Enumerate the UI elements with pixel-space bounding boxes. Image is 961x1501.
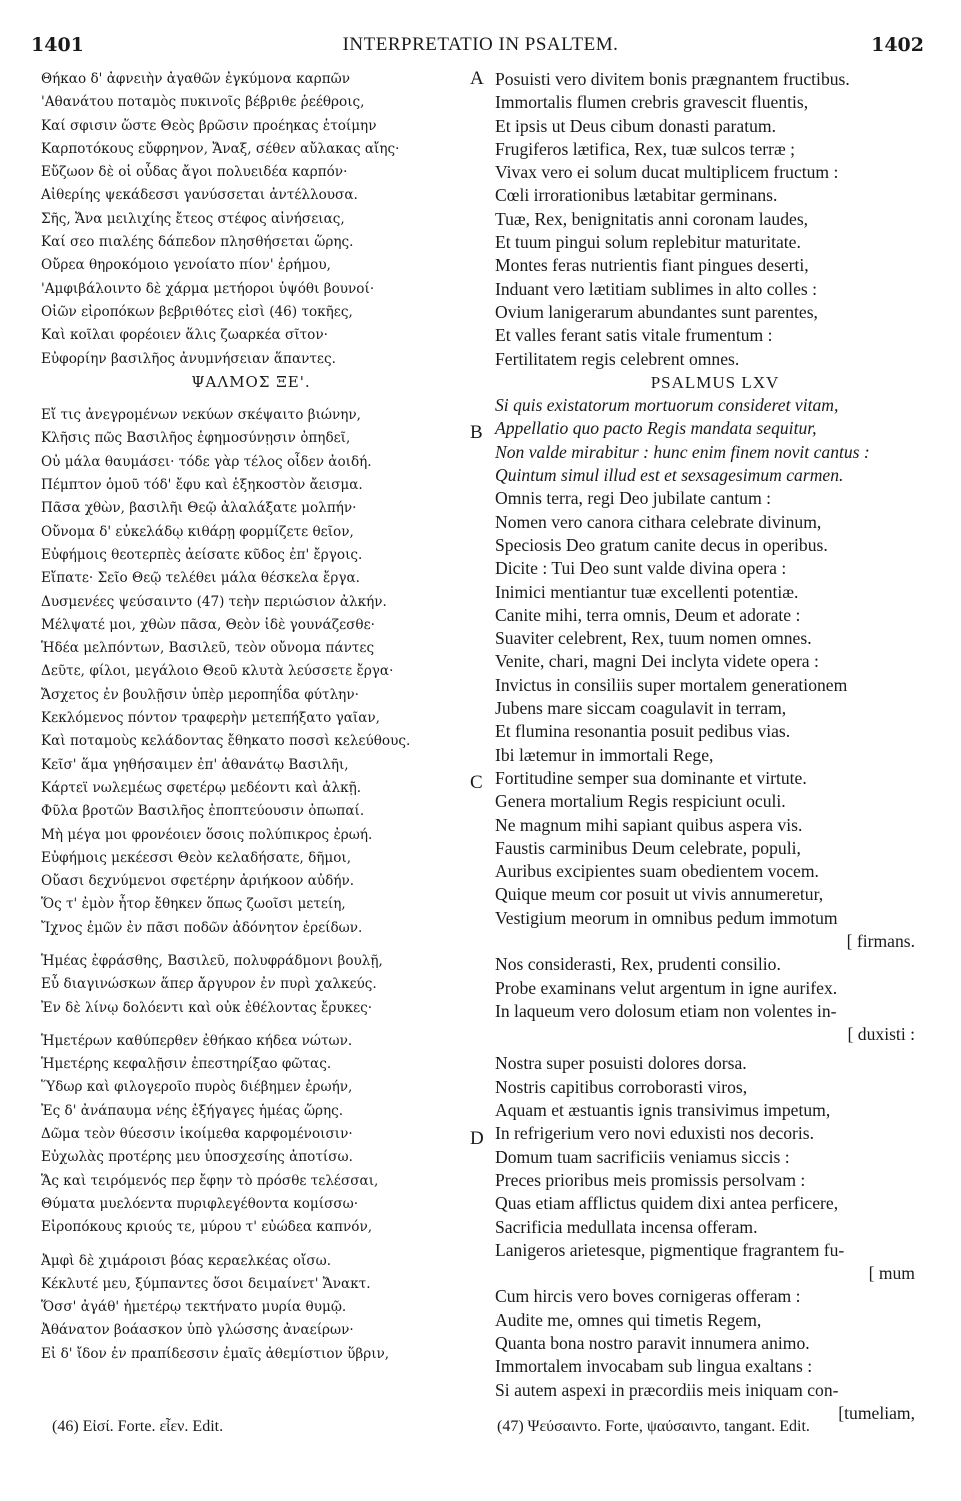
verse-line: Preces prioribus meis promissis persolvam :: [495, 1169, 806, 1190]
latin-psalm-title: PSALMUS LXV: [650, 372, 780, 392]
verse-line: Ἡμέας ἐφράσθης, Βασιλεῦ, πολυφράδμονι βουλῇ,: [41, 952, 383, 969]
verse-line: Εἰ δ' ἴδον ἐν πραπίδεσσιν ἐμαῖς ἀθεμίστιον ὕβριν,: [41, 1345, 390, 1362]
verse-line: Δῶμα τεὸν θύεσσιν ἱκοίμεθα καρφομένοισιν·: [41, 1126, 353, 1143]
verse-line: Εὖ διαγινώσκων ἅπερ ἄργυρον ἐν πυρὶ χαλκεύς.: [41, 976, 377, 993]
spacer: [41, 940, 461, 950]
verse-line: 'Αθανάτου ποταμὸς πυκινοῖς βέβριθε ῥεέθροις,: [41, 94, 365, 111]
verse-line: Δυσμενέες ψεύσαιντο (47) τεὴν περιώσιον ἀλκήν.: [41, 593, 387, 610]
line-continuation: [ duxisti :: [847, 1024, 915, 1045]
verse-line: Κλῆσις πῶς Βασιλῆος ἐφημοσύνῃσιν ὀπηδεῖ,: [41, 430, 351, 447]
verse-line: Πᾶσα χθὼν, βασιλῆι Θεῷ ἀλαλάξατε μολπήν·: [41, 500, 357, 517]
verse-line: Δεῦτε, φίλοι, μεγάλοιο Θεοῦ κλυτὰ λεύσσετε ἔργα·: [41, 663, 394, 680]
verse-line: Omnis terra, regi Deo jubilate cantum :: [495, 488, 772, 509]
verse-line: Ἅς καὶ τειρόμενός περ ἔφην τὸ πρόσθε τελέσσαι,: [41, 1172, 379, 1189]
verse-line: Quique meum cor posuit ut vivis annumeretur,: [495, 884, 824, 905]
verse-line: Ὕδωρ καὶ φιλογεροῖο πυρὸς διέβημεν ἐρωήν,: [41, 1079, 353, 1096]
spacer: [41, 1240, 461, 1250]
verse-line: Auribus excipientes suam obedientem vocem.: [495, 861, 819, 882]
verse-line: Nomen vero canora cithara celebrate divinum,: [495, 511, 822, 532]
verse-line: Immortalem invocabam sub lingua exaltans :: [495, 1356, 813, 1377]
line-continuation: [ mum: [868, 1263, 915, 1284]
verse-line: Lanigeros arietesque, pigmentique fragrantem fu-: [495, 1239, 845, 1260]
verse-line: Ὅσσ' ἀγάθ' ἡμετέρῳ τεκτήνατο μυρία θυμῷ.: [41, 1299, 347, 1316]
spacer: [41, 394, 461, 404]
verse-line: Καρποτόκους εὔφρηνον, Ἄναξ, σέθεν αὔλακας αἴης·: [41, 140, 400, 157]
verse-line: Καί σεο πιαλέης δάπεδον πλησθήσεται ὥρης.: [41, 234, 354, 251]
verse-line: Et tuum pingui solum replebitur maturitate.: [495, 232, 801, 253]
verse-line: Vestigium meorum in omnibus pedum immotum: [495, 907, 838, 928]
verse-line: Cœli irrorationibus lætabitar germinans.: [495, 185, 778, 206]
verse-line: Ἡδέα μελπόντων, Βασιλεῦ, τεὸν οὔνομα πάντες: [41, 640, 375, 657]
verse-line: Ἄσχετος ἐν βουλῇσιν ὑπὲρ μεροπηΐδα φύτλην·: [41, 686, 359, 703]
verse-line: Κεῖσ' ἅμα γηθήσαιμεν ἐπ' ἀθανάτῳ Βασιλῆι,: [41, 756, 349, 773]
verse-line: Πέμπτον ὁμοῦ τόδ' ἔφυ καὶ ἑξηκοστὸν ἄεισμα.: [41, 477, 363, 494]
verse-line: Tuæ, Rex, benignitatis anni coronam laudes,: [495, 208, 809, 229]
footnote-47: (47) Ψεύσαιντο. Forte, ψαύσαιντο, tangant. Edit.: [497, 1418, 810, 1435]
verse-line: Immortalis flumen crebris gravescit fluentis,: [495, 92, 809, 113]
latin-block-1: [495, 68, 935, 371]
verse-line: Montes feras nutrientis fiant pingues deserti,: [495, 255, 809, 276]
margin-letter-c: C: [470, 772, 483, 793]
verse-line: Cum hircis vero boves cornigeras offeram :: [495, 1286, 801, 1307]
verse-line: Si quis existatorum mortuorum consideret vitam,: [495, 395, 839, 416]
verse-line: Induant vero lætitiam sublimes in alto colles :: [495, 278, 818, 299]
latin-block-5: [495, 1285, 935, 1401]
greek-psalm-title: ΨΑΛΜΟΣ ΞΕ'.: [191, 372, 311, 391]
verse-line: Speciosis Deo gratum canite decus in operibus.: [495, 534, 828, 555]
verse-line: Ἀμφὶ δὲ χιμάροισι βόας κεραελκέας οἴσω.: [41, 1252, 332, 1269]
verse-line: Ἐν δὲ λίνῳ δολόεντι καὶ οὐκ ἐθέλοντας ἔρυκες·: [41, 999, 373, 1016]
latin-intro: [495, 394, 935, 487]
running-title: INTERPRETATIO IN PSALTEM.: [342, 34, 619, 55]
greek-block-1: [41, 68, 461, 371]
verse-line: Κεκλόμενος πόντον τραφερὴν μετεπήξατο γαῖαν,: [41, 710, 381, 727]
verse-line: Ἀθάνατον βοάασκον ὑπὸ γλώσσης ἀναείρων·: [41, 1322, 354, 1339]
line-continuation: [tumeliam,: [838, 1402, 915, 1423]
verse-line: Μέλψατέ μοι, χθὼν πᾶσα, Θεὸν ἰδὲ γουνάζεσθε·: [41, 616, 375, 633]
latin-block-3: [495, 953, 935, 1023]
verse-line: Εὐφήμοις μεκέεσσι Θεὸν κελαδήσατε, δῆμοι,: [41, 849, 352, 866]
verse-line: Εὐφήμοις θεοτερπὲς ἀείσατε κῦδος ἐπ' ἔργοις.: [41, 546, 363, 563]
verse-line: Ibi lætemur in immortali Rege,: [495, 744, 714, 765]
verse-line: Quanta bona nostro paravit innumera animo.: [495, 1333, 810, 1354]
verse-line: Εἴπατε· Σεῖο Θεῷ τελέθει μάλα θέσκελα ἔργα.: [41, 570, 360, 587]
verse-line: Οὔασι δεχνύμενοι σφετέρην ἀριήκοον αὐδήν.: [41, 873, 355, 890]
verse-line: Μὴ μέγα μοι φρονέοιεν ὅσοις πολύπικρος ἐρωή.: [41, 826, 373, 843]
verse-line: Quintum simul illud est et sexsagesimum carmen.: [495, 465, 844, 486]
verse-line: Venite, chari, magni Dei inclyta videte opera :: [495, 651, 819, 672]
verse-line: Ἡμετέρης κεφαλῇσιν ἐπεστηρίξαο φῶτας.: [41, 1056, 332, 1073]
verse-line: Suaviter celebrent, Rex, tuum nomen omnes.: [495, 628, 812, 649]
verse-line: Ἡμετέρων καθύπερθεν ἐθήκαο κήδεα νώτων.: [41, 1032, 353, 1049]
verse-line: Εἰροπόκους κριούς τε, μύρου τ' εὐώδεα καπνόν,: [41, 1219, 373, 1236]
verse-line: In laqueum vero dolosum etiam non volentes in-: [495, 1000, 837, 1021]
verse-line: Et valles ferant satis vitale frumentum :: [495, 325, 773, 346]
page-number-left: 1401: [31, 34, 84, 56]
verse-line: Quas etiam afflictus quidem dixi antea perficere,: [495, 1193, 839, 1214]
verse-line: Inimici mentiantur tuæ excellenti potentiæ.: [495, 581, 799, 602]
verse-line: Dicite : Tui Deo sunt valde divina opera :: [495, 558, 787, 579]
line-continuation: [ firmans.: [846, 930, 915, 951]
verse-line: Fertilitatem regis celebrent omnes.: [495, 348, 740, 369]
verse-line: Vivax vero ei solum ducat multiplicem fructum :: [495, 162, 839, 183]
verse-line: Genera mortalium Regis respiciunt oculi.: [495, 791, 786, 812]
verse-line: Οὔνομα δ' εὐκελάδῳ κιθάρῃ φορμίζετε θεῖον,: [41, 523, 354, 540]
verse-line: Ne magnum mihi sapiant quibus aspera vis.: [495, 814, 803, 835]
verse-line: Καί σφισιν ὥστε Θεὸς βρῶσιν προέηκας ἑτοίμην: [41, 117, 377, 134]
verse-line: Θήκαο δ' ἀφνειὴν ἀγαθῶν ἐγκύμονα καρπῶν: [41, 71, 351, 87]
verse-line: Et ipsis ut Deus cibum donasti paratum.: [495, 115, 776, 136]
greek-column: [41, 68, 461, 1366]
latin-block-2: [495, 487, 935, 930]
verse-line: Καὶ κοῖλαι φορέοιεν ἅλις ζωαρκέα σῖτον·: [41, 327, 328, 344]
verse-line: Κέκλυτέ μευ, ξύμπαντες ὅσοι δειμαίνετ' Ἄνακτ.: [41, 1275, 371, 1292]
verse-line: Probe examinans velut argentum in igne aurifex.: [495, 977, 838, 998]
latin-column: [495, 68, 935, 1425]
verse-line: Si autem aspexi in præcordiis meis iniquam con-: [495, 1379, 839, 1400]
verse-line: Οἰῶν εἰροπόκων βεβριθότες εἰσὶ (46) τοκῆες,: [41, 303, 353, 320]
verse-line: Εὔζωον δὲ οἱ οὖδας ἄγοι πολυειδέα καρπόν·: [41, 164, 348, 181]
verse-line: Faustis carminibus Deum celebrate, populi,: [495, 837, 801, 858]
verse-line: Ovium lanigerarum abundantes sunt parentes,: [495, 301, 818, 322]
verse-line: Non valde mirabitur : hunc enim finem novit cantus :: [495, 441, 870, 462]
verse-line: Φῦλα βροτῶν Βασιλῆος ἐποπτεύουσιν ὀπωπαί.: [41, 803, 365, 820]
verse-line: Ἐς δ' ἀνάπαυμα νέης ἐξήγαγες ἡμέας ὥρης.: [41, 1102, 344, 1119]
verse-line: Canite mihi, terra omnis, Deum et adorate :: [495, 604, 801, 625]
verse-line: Sacrificia medullata incensa offeram.: [495, 1216, 758, 1237]
verse-line: Εἴ τις ἀνεγρομένων νεκύων σκέψαιτο βιώνην,: [41, 407, 361, 424]
verse-line: Οὔρεα θηροκόμοιο γενοίατο πίον' ἐρήμου,: [41, 257, 331, 274]
verse-line: Fortitudine semper sua dominante et virtute.: [495, 767, 807, 788]
greek-block-2: [41, 404, 461, 940]
page-number-right: 1402: [871, 34, 924, 56]
margin-letter-b: B: [470, 422, 483, 443]
verse-line: Ὅς τ' ἐμὸν ἦτορ ἔθηκεν ὅπως ζωοῖσι μετείη,: [41, 896, 346, 913]
verse-line: Σῆς, Ἄνα μειλιχίης ἔτεος στέφος αἰνήσειας,: [41, 210, 345, 227]
verse-line: Κάρτεϊ νωλεμέως σφετέρῳ μεδέοντι καὶ ἀλκῇ.: [41, 779, 362, 796]
verse-line: Αἰθερίης ψεκάδεσσι γανύσσεται ἀντέλλουσα.: [41, 187, 358, 204]
verse-line: Jubens mare siccam coagulavit in terram,: [495, 698, 787, 719]
verse-line: Ἴχνος ἐμῶν ἐν πᾶσι ποδῶν ἀδόνητον ἐρείδων.: [41, 919, 363, 936]
greek-block-4: [41, 1030, 461, 1240]
verse-line: Οὐ μάλα θαυμάσει· τόδε γὰρ τέλος οἶδεν ἀοιδή.: [41, 453, 372, 470]
greek-block-5: [41, 1250, 461, 1366]
verse-line: In refrigerium vero novi eduxisti nos decoris.: [495, 1123, 815, 1144]
verse-line: Invictus in consiliis super mortalem generationem: [495, 674, 848, 695]
footnote-46: (46) Εἰσί. Forte. εἶεν. Edit.: [52, 1418, 224, 1435]
latin-block-4: [495, 1052, 935, 1262]
verse-line: Et flumina resonantia posuit pedibus vias.: [495, 721, 791, 742]
spacer: [41, 1020, 461, 1030]
verse-line: Nostra super posuisti dolores dorsa.: [495, 1053, 747, 1074]
margin-letter-a: A: [470, 68, 484, 89]
verse-line: Posuisti vero divitem bonis prægnantem fructibus.: [495, 69, 850, 89]
verse-line: Appellatio quo pacto Regis mandata sequitur,: [495, 418, 817, 439]
verse-line: Nostris capitibus corroborasti viros,: [495, 1076, 748, 1097]
verse-line: Εὐχωλὰς προτέρης μευ ὑποσχεσίης ἀποτίσω.: [41, 1149, 353, 1166]
verse-line: Εὐφορίην βασιλῆος ἀνυμνήσειαν ἅπαντες.: [41, 350, 336, 367]
verse-line: Audite me, omnes qui timetis Regem,: [495, 1309, 762, 1330]
verse-line: 'Αμφιβάλοιντο δὲ χάρμα μετήοροι ὑψόθι βουνοί·: [41, 280, 375, 297]
verse-line: Domum tuam sacrificiis veniamus siccis :: [495, 1146, 790, 1167]
verse-line: Καὶ ποταμοὺς κελάδοντας ἔθηκατο ποσσὶ κελεύθους.: [41, 733, 411, 750]
greek-block-3: [41, 950, 461, 1020]
verse-line: Nos considerasti, Rex, prudenti consilio.: [495, 954, 781, 975]
page-header: [0, 34, 961, 64]
verse-line: Frugiferos lætifica, Rex, tuæ sulcos terræ ;: [495, 138, 796, 159]
verse-line: Θύματα μυελόεντα πυριφλεγέθοντα κομίσσω·: [41, 1195, 359, 1212]
margin-letter-d: D: [470, 1128, 484, 1149]
verse-line: Aquam et æstuantis ignis transivimus impetum,: [495, 1100, 831, 1121]
